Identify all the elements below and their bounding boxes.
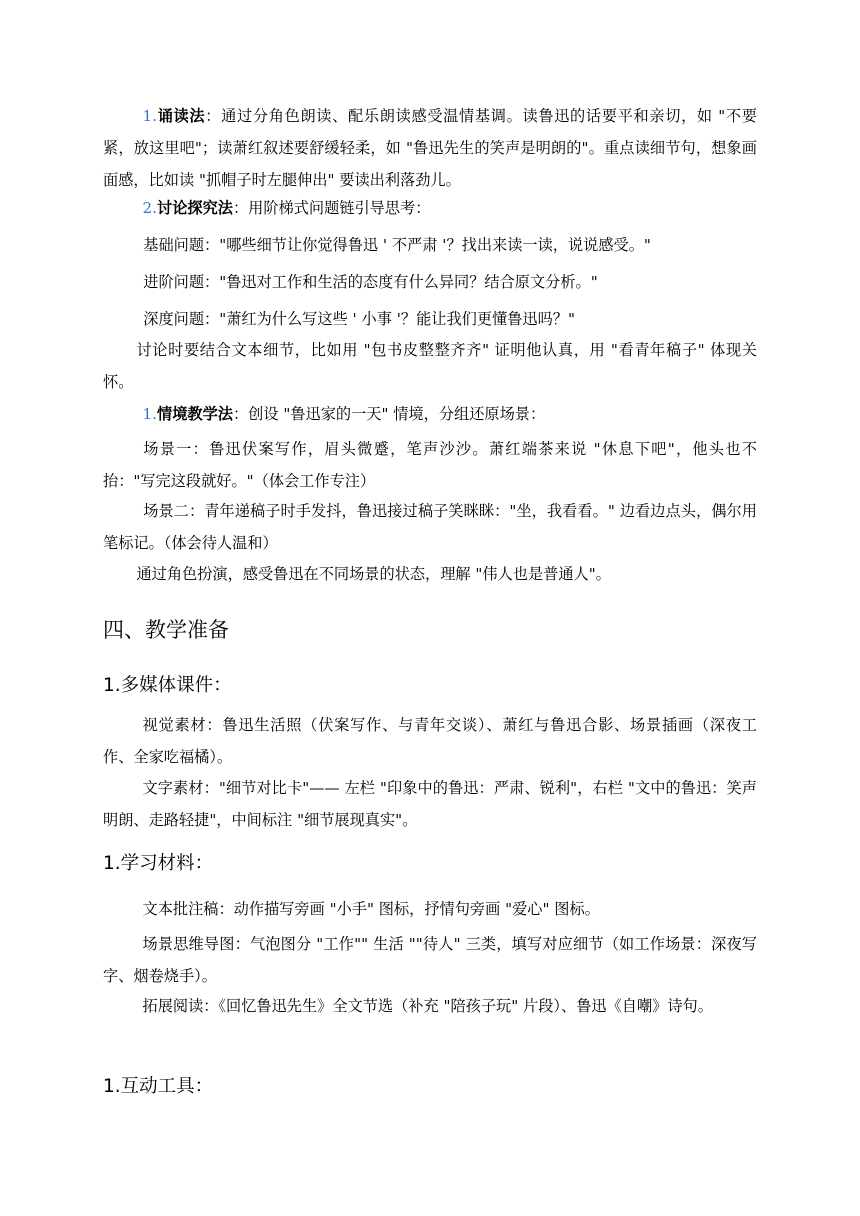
discussion-number: 2. <box>142 199 158 217</box>
recitation-text: ：通过分角色朗读、配乐朗读感受温情基调。读鲁迅的话要平和亲切，如 "不要紧，放这里吧"；读萧红叙述要舒缓轻柔，如 "鲁迅先生的笑声是明朗的"。重点读细节句，想象画面感，比如读 "抓帽子时左腿伸出" 要读出利落劲儿。 <box>103 107 757 189</box>
discussion-title: 讨论探究法 <box>157 199 233 217</box>
multimedia-heading: 1.多媒体课件： <box>103 675 232 696</box>
discussion-paragraph <box>103 192 757 224</box>
materials-extension: 拓展阅读：《回忆鲁迅先生》全文节选（补充 "陪孩子玩" 片段）、鲁迅《自嘲》诗句。 <box>142 997 713 1015</box>
section-heading-teaching-prep: 四、教学准备 <box>103 618 229 642</box>
discussion-question-deep: 深度问题："萧红为什么写这些 ' 小事 '？能让我们更懂鲁迅吗？" <box>143 310 575 328</box>
scene-one: 场景一：鲁迅伏案写作，眉头微蹙，笔声沙沙。萧红端茶来说 "休息下吧"，他头也不抬："写完这段就好。"（体会工作专注） <box>103 440 757 490</box>
recitation-number: 1. <box>142 107 158 125</box>
situational-summary: 通过角色扮演，感受鲁迅在不同场景的状态，理解 "伟人也是普通人"。 <box>136 565 611 583</box>
recitation-paragraph <box>103 100 757 196</box>
situational-text: ：创设 "鲁迅家的一天" 情境，分组还原场景： <box>232 405 546 423</box>
discussion-question-basic: 基础问题："哪些细节让你觉得鲁迅 ' 不严肃 '？找出来读一读，说说感受。" <box>143 236 651 254</box>
situational-paragraph <box>103 398 757 430</box>
materials-annotation: 文本批注稿：动作描写旁画 "小手" 图标，抒情句旁画 "爱心" 图标。 <box>142 900 600 918</box>
recitation-title: 诵读法 <box>157 107 206 125</box>
situational-number: 1. <box>142 405 158 423</box>
tools-heading: 1.互动工具： <box>103 1076 214 1097</box>
materials-mindmap: 场景思维导图：气泡图分 "工作"" 生活 ""待人" 三类，填写对应细节（如工作场景：深夜写字、烟卷烧手）。 <box>103 935 757 985</box>
discussion-text: ：用阶梯式问题链引导思考： <box>232 199 431 217</box>
multimedia-textual: 文字素材："细节对比卡"—— 左栏 "印象中的鲁迅：严肃、锐利"，右栏 "文中的鲁迅：笑声明朗、走路轻捷"，中间标注 "细节展现真实"。 <box>103 779 757 829</box>
multimedia-visual: 视觉素材：鲁迅生活照（伏案写作、与青年交谈）、萧红与鲁迅合影、场景插画（深夜工作、全家吃福橘）。 <box>103 716 757 766</box>
materials-heading: 1.学习材料： <box>103 853 214 874</box>
discussion-note: 讨论时要结合文本细节，比如用 "包书皮整整齐齐" 证明他认真，用 "看青年稿子" 体现关怀。 <box>103 341 757 391</box>
discussion-question-advanced: 进阶问题："鲁迅对工作和生活的态度有什么异同？结合原文分析。" <box>143 273 598 291</box>
scene-two: 场景二：青年递稿子时手发抖，鲁迅接过稿子笑眯眯："坐，我看看。" 边看边点头，偶尔用笔标记。（体会待人温和） <box>103 502 757 552</box>
situational-title: 情境教学法 <box>157 405 233 423</box>
